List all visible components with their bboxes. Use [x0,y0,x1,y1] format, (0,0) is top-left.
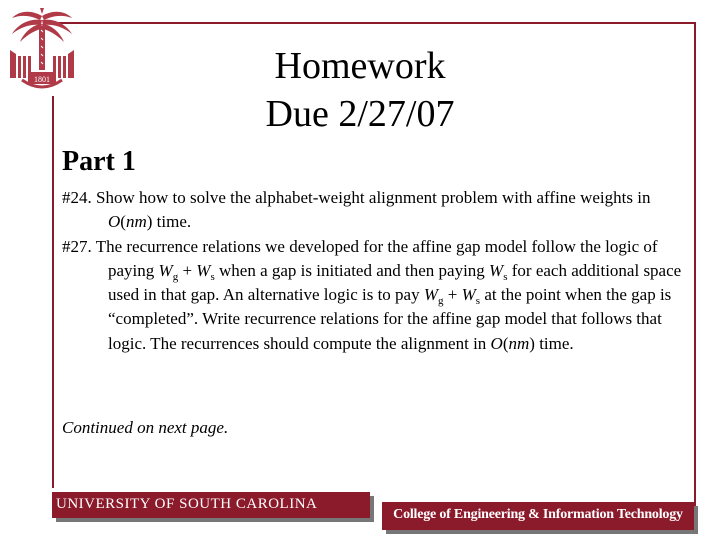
footer-college-banner [382,502,694,530]
problem-24: #24. Show how to solve the alphabet-weight alignment problem with affine weights in O(nm) time. [62,188,651,232]
frame-right [694,22,696,508]
problem-list [62,186,682,356]
title-line-1: Homework [274,45,446,87]
page-title [200,42,520,138]
continued-note: Continued on next page. [62,418,229,437]
problem-27: #27. The recurrence relations we developed for the affine gap model follow the logic of paying $W_g + W_s$ when a gap is initiated and then paying $W_s$ for each additional space used in that gap. An alternative logic is to pay $W_g + W_s$ at the point when the gap is “completed”. Write recurrence relations for the affine gap model that follows that logic. The recurrences should compute the alignment in O(nm) time. [62,236,682,353]
title-line-2: Due 2/27/07 [265,93,455,135]
logo-year: 1801 [34,75,50,84]
footer-university-banner [52,492,370,518]
frame-left [52,96,54,488]
frame-top [52,22,696,24]
palmetto-tree-seal-icon [6,6,78,94]
footer-university-label: UNIVERSITY OF SOUTH CAROLINA [56,496,318,512]
footer-college-label: College of Engineering & Information Technology [393,507,683,522]
part-heading: Part 1 [62,146,136,177]
